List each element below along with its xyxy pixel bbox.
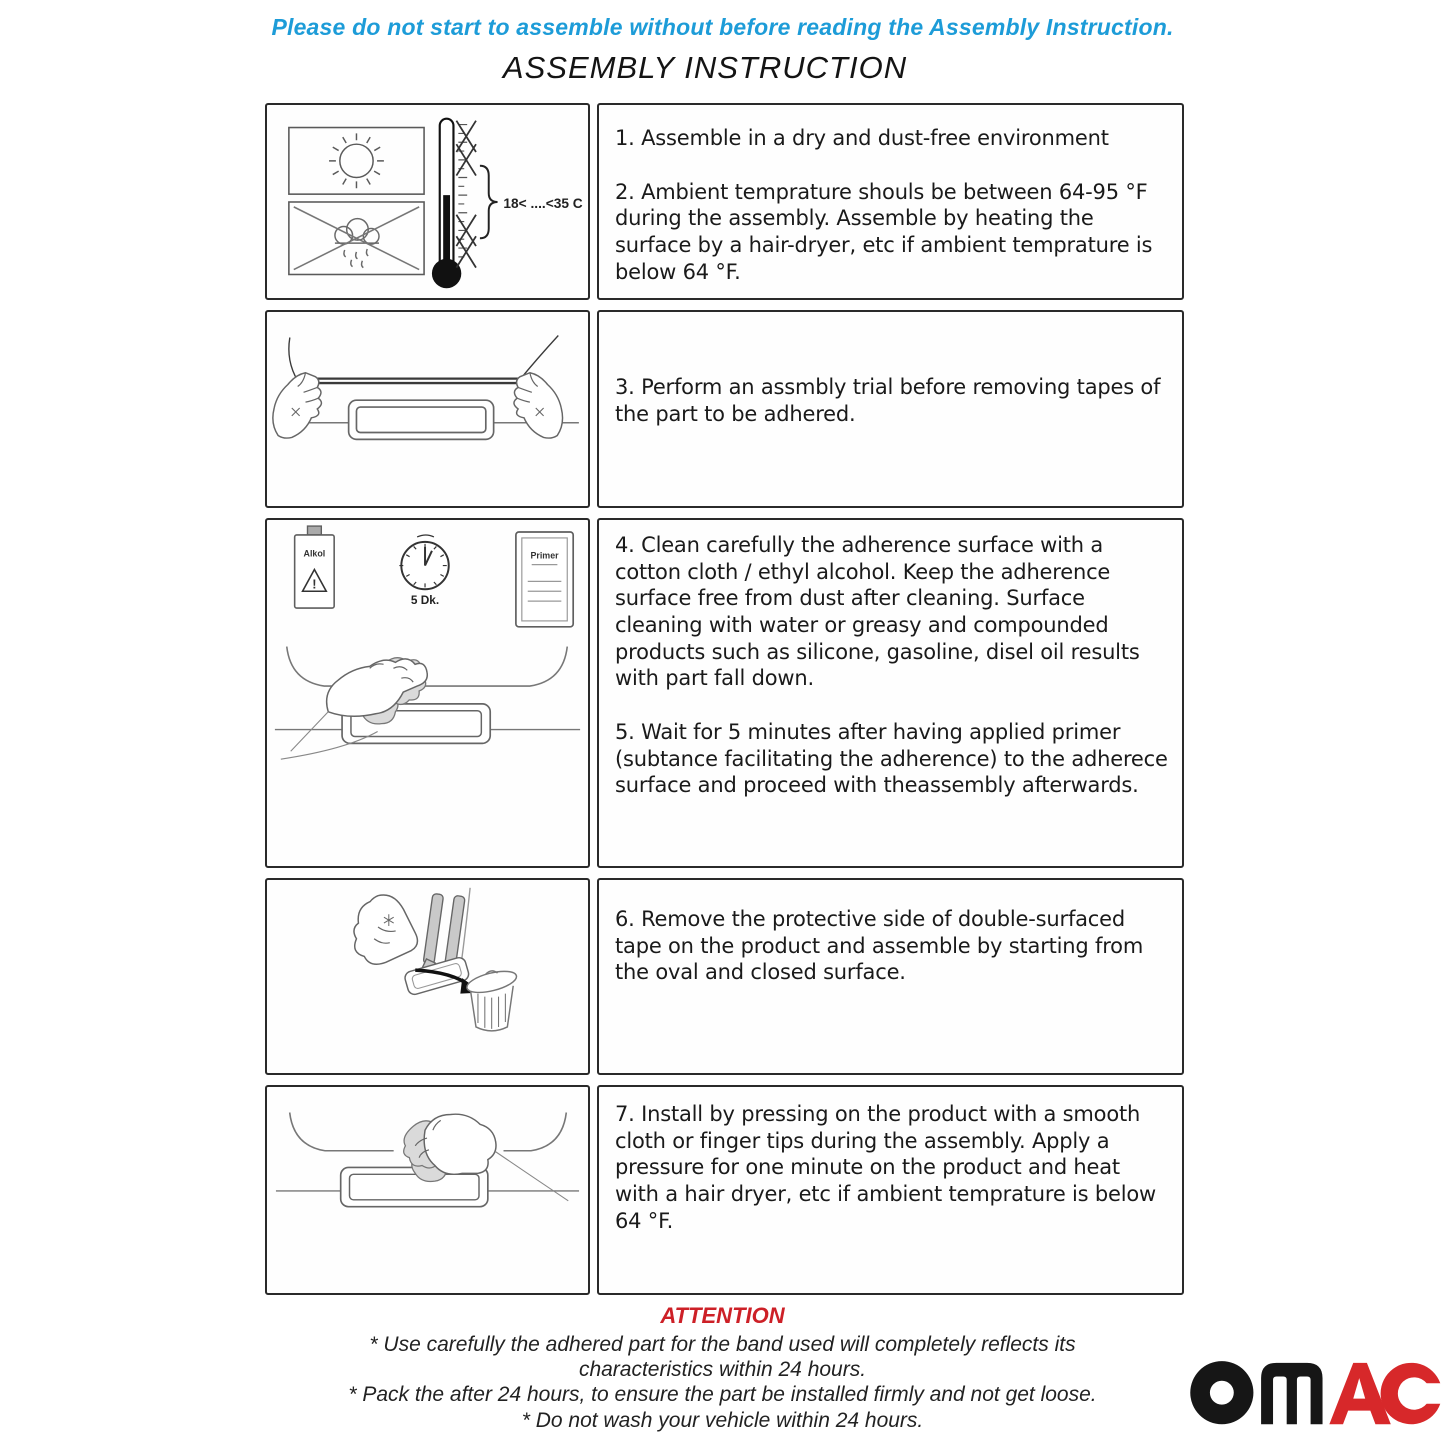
attention-line: * Pack the after 24 hours, to ensure the part be installed firmly and not get loose.: [348, 1383, 1097, 1407]
primer-document-icon: [516, 532, 573, 627]
omac-logo: [1186, 1337, 1442, 1433]
alcohol-bottle-icon: [295, 526, 335, 608]
step-text-cell-3: [597, 518, 1184, 868]
step-text-cell-5: [597, 1085, 1184, 1295]
assembly-trial-illustration: [265, 310, 590, 508]
step-6-text: 6. Remove the protective side of double-surfaced tape on the product and assemble by starting from the oval and closed surface.: [615, 907, 1144, 985]
step-3-text: 3. Perform an assmbly trial before removing tapes of the part to be adhered.: [615, 375, 1161, 426]
step-row-2: [0, 310, 1445, 508]
step-1-text: 1. Assemble in a dry and dust-free environment: [615, 126, 1109, 150]
attention-title: ATTENTION: [660, 1303, 785, 1328]
temperature-illustration-svg: [267, 105, 588, 298]
attention-line: characteristics within 24 hours.: [578, 1358, 867, 1382]
trim-part: [403, 956, 470, 996]
remove-tape-svg: [267, 880, 588, 1073]
omac-logo-svg: [1186, 1337, 1442, 1433]
step-text-cell-4: [597, 878, 1184, 1075]
cross-out-icon: [294, 207, 419, 270]
temperature-conditions-illustration: [265, 103, 590, 300]
read-instruction-notice: Please do not start to assemble without before reading the Assembly Instruction.: [271, 14, 1174, 40]
primer-label: Primer: [530, 550, 559, 561]
press-install-svg: [267, 1087, 588, 1293]
trim-band: [289, 336, 558, 384]
temp-range-label: 18< ....<35 C: [503, 195, 583, 211]
clean-surface-svg: [267, 520, 588, 866]
step-row-5: [0, 1085, 1445, 1295]
step-row-3: [0, 518, 1445, 868]
step-text-cell-2: [597, 310, 1184, 508]
trunk-edge-line: [287, 647, 568, 687]
step-4-text: 4. Clean carefully the adherence surface with a cotton cloth / ethyl alcohol. Keep the adherence surface free from dust after cleaning. Surface cleaning with water or greasy and compounded products such as silicone, gasoline, disel oil results with part fall down.: [615, 533, 1140, 691]
sun-icon: [329, 133, 384, 188]
hand-icon: [273, 373, 322, 438]
trash-can-icon: [465, 967, 519, 1031]
duration-label: 5 Dk.: [410, 593, 440, 608]
logo-letters-red: [1329, 1363, 1440, 1424]
logo-letters-black: [1190, 1361, 1322, 1424]
plate-recess: [349, 400, 494, 439]
attention-line: * Do not wash your vehicle within 24 hours.: [521, 1408, 924, 1432]
attention-line: * Use carefully the adhered part for the band used will completely reflects its: [369, 1333, 1076, 1356]
step-7-text: 7. Install by pressing on the product with a smooth cloth or finger tips during the assembly. Apply a pressure for one minute on the product and heat with a hair dryer, etc if ambient temprature is below 64 °F.: [615, 1102, 1157, 1233]
clean-surface-illustration: [265, 518, 590, 868]
step-row-4: [0, 878, 1445, 1075]
alcohol-label: Alkol: [303, 548, 326, 559]
remove-tape-illustration: [265, 878, 590, 1075]
step-text-cell-1: [597, 103, 1184, 300]
assembly-trial-svg: [267, 312, 588, 506]
clock-icon: [399, 535, 448, 589]
rain-cloud-icon: [335, 219, 379, 268]
step-row-1: [0, 103, 1445, 300]
press-install-illustration: [265, 1085, 590, 1295]
thermometer-icon: [432, 119, 583, 288]
warning-mark: !: [312, 576, 317, 592]
page-title: ASSEMBLY INSTRUCTION: [502, 50, 908, 85]
hand-icon: [354, 895, 418, 964]
brace-icon: [480, 166, 498, 238]
step-5-text: 5. Wait for 5 minutes after having applied primer (subtance facilitating the adherence) to the adherece surface and proceed with theassembly afterwards.: [615, 719, 1168, 798]
step-2-text: 2. Ambient temprature shouls be between 64-95 °F during the assembly. Assemble by heating the surface by a hair-dryer, etc if ambient temprature is below 64 °F.: [615, 179, 1153, 284]
hand-icon-right: [514, 373, 563, 438]
